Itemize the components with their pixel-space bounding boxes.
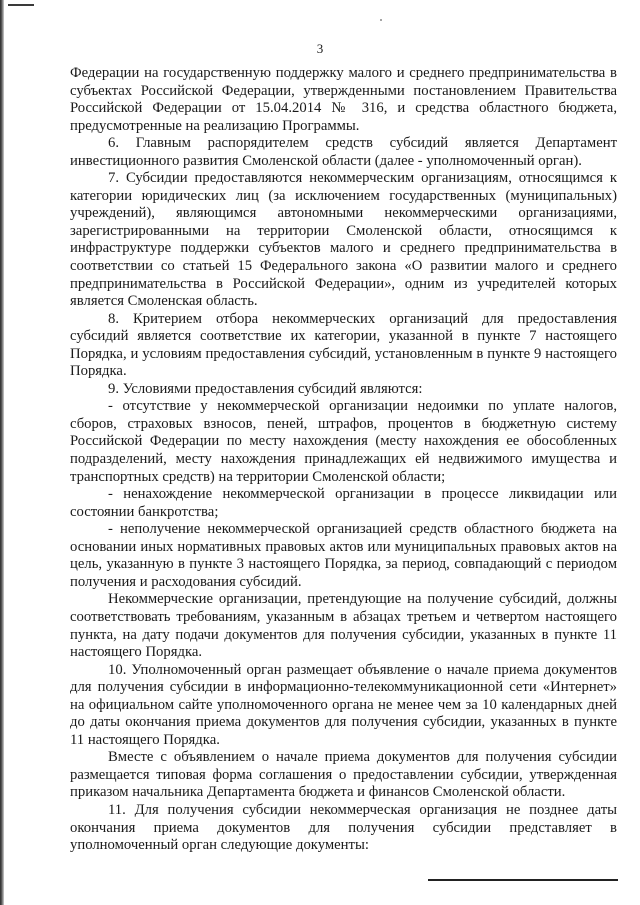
paragraph-item-8: 8. Критерием отбора некоммерческих организаций для предоставления субсидий является соответствие их категории, указанной в пункте 7 настоящего Порядка, и условиям предоставления субсидий, установленным в пункте 9 настоящего Порядка.	[70, 310, 617, 380]
paragraph-condition-2: - ненахождение некоммерческой организации в процессе ликвидации или состоянии банкротства;	[70, 486, 617, 520]
scan-top-mark	[8, 4, 34, 6]
paragraph-item-7: 7. Субсидии предоставляются некоммерческим организациям, относящимся к категории юридических лиц (за исключением государственных (муниципальных) учреждений), являющимся автономными некоммерческими организациями, зарегистрированными на территории Смоленской области, относящимся к инфраструктуре поддержки субъектов малого и среднего предпринимательства в соответствии со статьей 15 Федерального закона «О развитии малого и среднего предпринимательства в Российской Федерации», одним из учредителей которых является Смоленская область.	[70, 170, 617, 310]
paragraph-continuation: Федерации на государственную поддержку малого и среднего предпринимательства в субъектах Российской Федерации, утвержденными постановлением Правительства Российской Федерации от 15.04.2014 № 316, и средства областного бюджета, предусмотренные на реализацию Программы.	[70, 65, 617, 134]
footer-rule	[428, 879, 618, 881]
paragraph-requirements: Некоммерческие организации, претендующие на получение субсидий, должны соответствовать требованиям, указанным в абзацах третьем и четвертом настоящего пункта, на дату подачи документов для получения субсидии, указанных в пункте 11 настоящего Порядка.	[70, 591, 617, 661]
paragraph-item-6: 6. Главным распорядителем средств субсидий является Департамент инвестиционного развития Смоленской области (далее - уполномоченный орган).	[70, 135, 617, 169]
page-number: 3	[316, 41, 324, 56]
document-body	[70, 65, 617, 855]
paragraph-condition-1: - отсутствие у некоммерческой организации недоимки по уплате налогов, сборов, страховых взносов, пеней, штрафов, процентов в бюджетную систему Российской Федерации по месту нахождения (месту нахождения ее обособленных подразделений, месту нахождения принадлежащих ей недвижимого имущества и транспортных средств) на территории Смоленской области;	[70, 398, 617, 485]
scan-left-edge	[0, 0, 4, 905]
paragraph-item-11: 11. Для получения субсидии некоммерческая организация не позднее даты окончания приема документов для получения субсидии представляет в уполномоченный орган следующие документы:	[70, 801, 617, 854]
paragraph-agreement-form: Вместе с объявлением о начале приема документов для получения субсидии размещается типовая форма соглашения о предоставлении субсидии, утвержденная приказом начальника Департамента бюджета и финансов Смоленской области.	[70, 749, 617, 801]
paragraph-item-9: 9. Условиями предоставления субсидий являются:	[108, 380, 423, 397]
scan-speck	[380, 19, 382, 21]
paragraph-condition-3: - неполучение некоммерческой организацией средств областного бюджета на основании иных нормативных правовых актов или муниципальных правовых актов на цель, указанную в пункте 3 настоящего Порядка, за период, совпадающий с периодом получения и расходования субсидий.	[70, 521, 617, 590]
paragraph-item-10: 10. Уполномоченный орган размещает объявление о начале приема документов для получения субсидии в информационно-телекоммуникационной сети «Интернет» на официальном сайте уполномоченного органа не менее чем за 10 календарных дней до даты окончания приема документов для получения субсидии, указанных в пункте 11 настоящего Порядка.	[70, 661, 617, 748]
